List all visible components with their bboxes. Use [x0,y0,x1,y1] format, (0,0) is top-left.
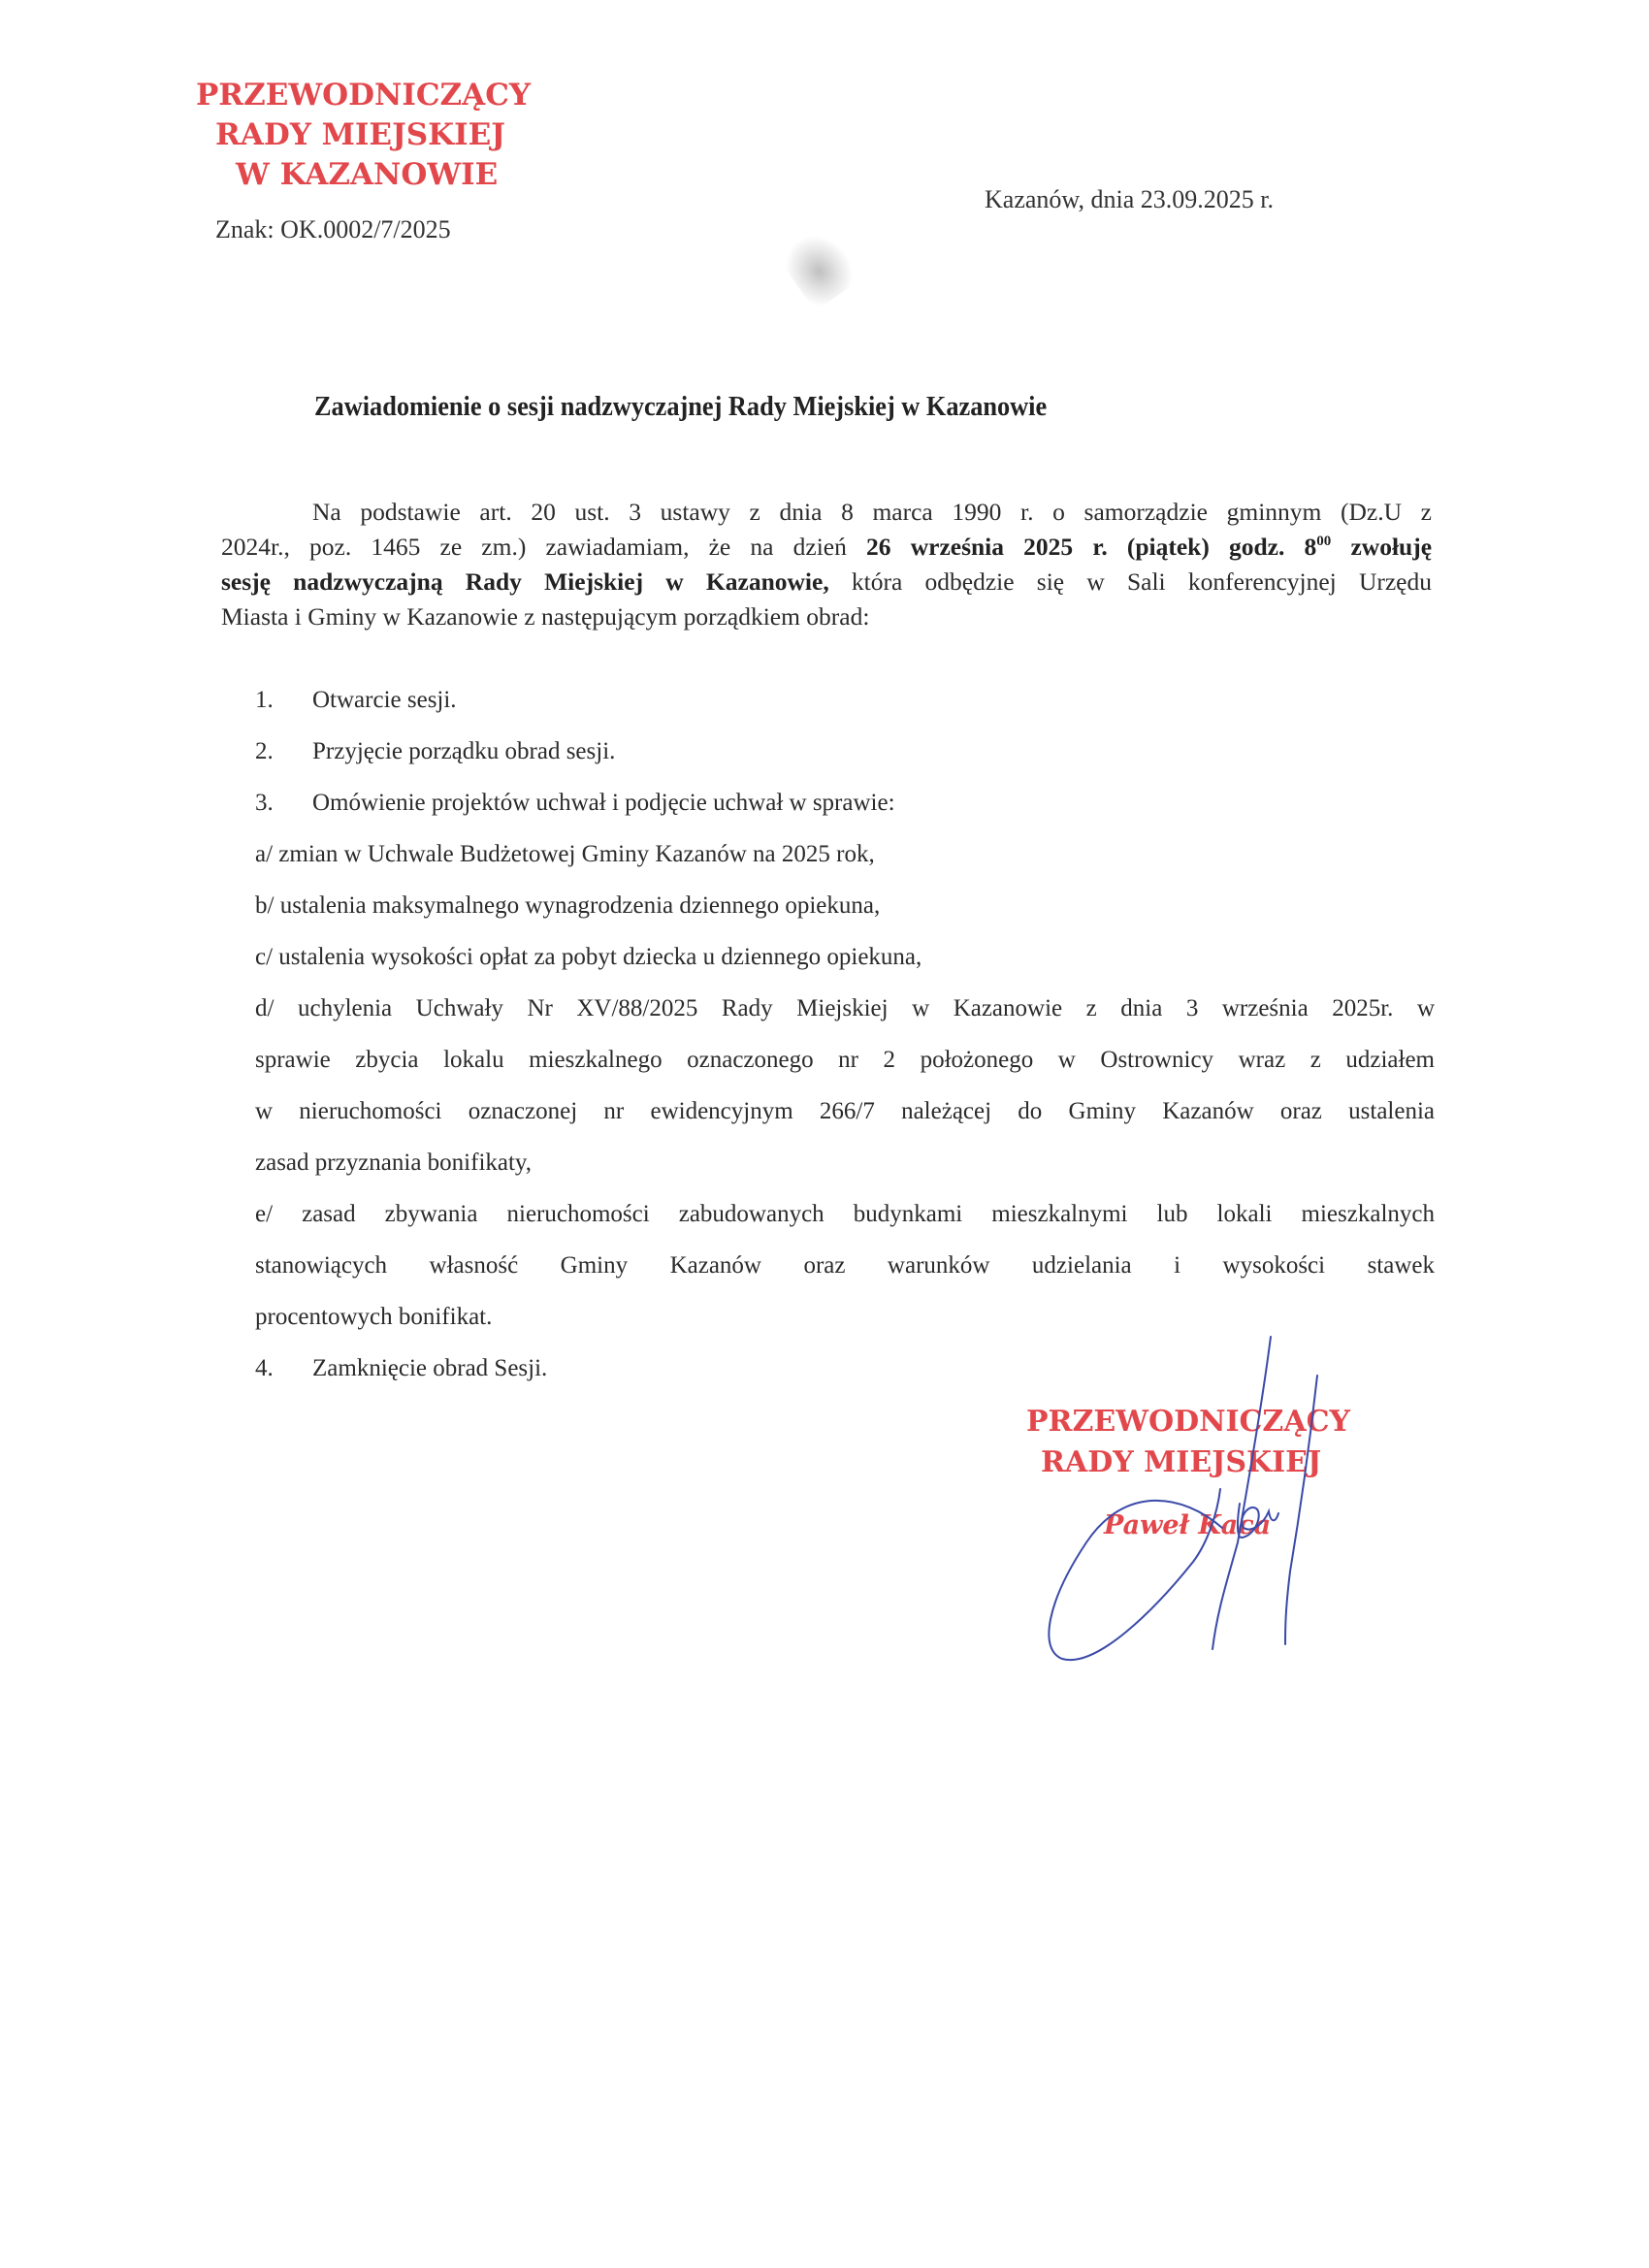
handwritten-signature [1009,1319,1397,1688]
scan-smudge [776,222,862,311]
intro-line-4: Miasta i Gminy w Kazanowie z następującym porządkiem obrad: [221,602,870,631]
agenda-subitem-e-line: e/ zasad zbywania nieruchomości zabudowanych budynkami mieszkalnymi lub lokali mieszkalnych [255,1201,1435,1227]
agenda-subitem-d-line: zasad przyznania bonifikaty, [255,1150,533,1176]
reference-number: Znak: OK.0002/7/2025 [215,215,451,243]
signatory-name: Paweł Kaca [1104,1510,1272,1540]
stamp-line-3: W KAZANOWIE [236,157,499,192]
stamp-line-2: RADY MIEJSKIEJ [215,117,505,152]
agenda-subitem-b: b/ ustalenia maksymalnego wynagrodzenia dziennego opiekuna, [255,892,881,919]
agenda-subitem-d-line: w nieruchomości oznaczonej nr ewidencyjnym 266/7 należącej do Gminy Kazanów oraz ustalenia [255,1098,1435,1124]
agenda-subitem-e-line: stanowiących własność Gminy Kazanów oraz warunków udzielania i wysokości stawek [255,1252,1435,1279]
session-date: 26 września 2025 r. (piątek) godz. $8^{00}$ [866,533,1332,561]
agenda-subitem-d-line: d/ uchylenia Uchwały Nr XV/88/2025 Rady Miejskiej w Kazanowie z dnia 3 września 2025r. w [255,995,1435,1021]
place-date: Kazanów, dnia 23.09.2025 r. [985,185,1274,213]
agenda-subitem-a: a/ zmian w Uchwale Budżetowej Gminy Kazanów na 2025 rok, [255,841,875,867]
agenda-subitem-c: c/ ustalenia wysokości opłat za pobyt dziecka u dziennego opiekuna, [255,944,922,970]
intro-line-1: Na podstawie art. 20 ust. 3 ustawy z dnia 8 marca 1990 r. o samorządzie gminnym (Dz.U z [312,498,1432,526]
intro-line-3: sesję nadzwyczajną Rady Miejskiej w Kazanowie, która odbędzie się w Sali konferencyjnej Urzędu [221,567,1433,596]
signature-stamp-line-2: RADY MIEJSKIEJ [1041,1445,1322,1479]
agenda-subitem-d-line: sprawie zbycia lokalu mieszkalnego oznaczonego nr 2 położonego w Ostrownicy wraz z udziałem [255,1047,1435,1073]
stamp-line-1: PRZEWODNICZĄCY [196,78,532,113]
intro-line-2: 2024r., poz. 1465 ze zm.) zawiadamiam, że na dzień 26 września 2025 r. (piątek) godz. $8^{00}$ zwołuję [221,533,1433,561]
signature-stamp-line-1: PRZEWODNICZĄCY [1026,1405,1350,1439]
signature-stroke [1049,1489,1222,1660]
signature-stroke [1285,1376,1317,1644]
session-name: sesję nadzwyczajną Rady Miejskiej w Kazanowie, [221,567,829,596]
signature-stroke [1212,1337,1271,1649]
document-title: Zawiadomienie o sesji nadzwyczajnej Rady Miejskiej w Kazanowie [314,392,1048,422]
agenda-subitem-e-line: procentowych bonifikat. [255,1304,493,1330]
